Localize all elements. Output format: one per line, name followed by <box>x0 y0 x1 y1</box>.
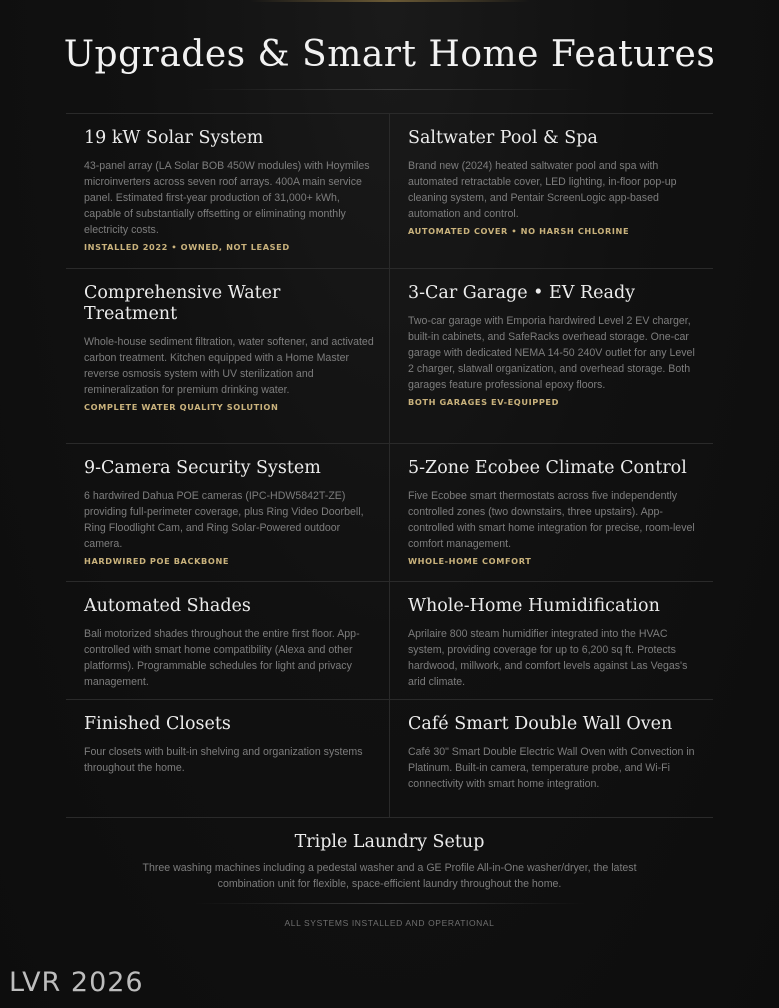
feature-row <box>66 581 713 699</box>
feature-description: Brand new (2024) heated saltwater pool and spa with automated retractable cover, LED lighting, in-floor pop-up cleaning system, and Pentair ScreenLogic app-based automation and control. <box>408 160 677 220</box>
feature-description: 43-panel array (LA Solar BOB 450W modules) with Hoymiles microinverters across seven roof arrays. 400A main service panel. Estimated first-year production of 31,000+ kWh, capable of substantially offsetting or eliminating monthly electricity costs. <box>84 160 370 236</box>
feature-title: Automated Shades <box>84 596 251 616</box>
feature-title: 9-Camera Security System <box>84 458 321 478</box>
feature-oven <box>389 700 713 817</box>
feature-title: Triple Laundry Setup <box>294 832 485 852</box>
feature-description: 6 hardwired Dahua POE cameras (IPC-HDW5842T-ZE) providing full-perimeter coverage, plus Ring Video Doorbell, Ring Floodlight Cam, and Ring Solar-Powered outdoor camera. <box>84 490 364 550</box>
feature-tag: WHOLE-HOME COMFORT <box>408 556 532 566</box>
feature-description: Four closets with built-in shelving and organization systems throughout the home. <box>84 746 363 774</box>
feature-closets <box>66 700 389 817</box>
feature-tag: COMPLETE WATER QUALITY SOLUTION <box>84 402 279 412</box>
feature-description: Bali motorized shades throughout the entire first floor. App-controlled with smart home compatibility (Alexa and other platforms). Programmable schedules for light and privacy management. <box>84 628 360 688</box>
feature-description: Three washing machines including a pedestal washer and a GE Profile All-in-One washer/dryer, the latest combination unit for flexible, space-efficient laundry throughout the home. <box>142 862 637 890</box>
feature-solar <box>66 114 389 268</box>
feature-title: 5-Zone Ecobee Climate Control <box>408 458 687 478</box>
feature-title: Whole-Home Humidification <box>408 596 660 616</box>
feature-tag: INSTALLED 2022 • OWNED, NOT LEASED <box>84 242 290 252</box>
feature-description: Two-car garage with Emporia hardwired Level 2 EV charger, built-in cabinets, and SafeRacks overhead storage. One-car garage with dedicated NEMA 14-50 240V outlet for any Level 2 charger, slatwall organization, and overhead storage. Both garages feature professional epoxy floors. <box>408 315 695 391</box>
feature-title: Finished Closets <box>84 714 231 734</box>
footer-divider <box>195 903 585 904</box>
feature-shades <box>66 582 389 699</box>
feature-row <box>66 443 713 581</box>
feature-climate <box>389 444 713 581</box>
feature-description: Café 30" Smart Double Electric Wall Oven with Convection in Platinum. Built-in camera, temperature probe, and Wi-Fi connectivity with smart home integration. <box>408 746 695 790</box>
feature-title: Café Smart Double Wall Oven <box>408 714 673 734</box>
features-grid <box>66 113 713 928</box>
feature-title: Comprehensive Water Treatment <box>84 283 281 324</box>
title-divider <box>195 89 585 90</box>
feature-tag: AUTOMATED COVER • NO HARSH CHLORINE <box>408 226 630 236</box>
feature-title: 3-Car Garage • EV Ready <box>408 283 636 303</box>
feature-pool <box>389 114 713 268</box>
feature-title: Saltwater Pool & Spa <box>408 128 598 148</box>
page-title: Upgrades & Smart Home Features <box>63 34 716 75</box>
feature-tag: HARDWIRED POE BACKBONE <box>84 556 230 566</box>
top-accent-line <box>250 0 530 2</box>
feature-row <box>66 113 713 268</box>
watermark-text: LVR 2026 <box>9 967 144 998</box>
feature-title: 19 kW Solar System <box>84 128 264 148</box>
feature-laundry <box>66 817 713 928</box>
feature-description: Five Ecobee smart thermostats across five independently controlled zones (two downstairs, three upstairs). App-controlled with smart home integration for precise, room-level comfort management. <box>408 490 695 550</box>
feature-garage <box>389 269 713 443</box>
feature-humidification <box>389 582 713 699</box>
footer-note: ALL SYSTEMS INSTALLED AND OPERATIONAL <box>284 918 495 928</box>
feature-row <box>66 699 713 817</box>
feature-row <box>66 268 713 443</box>
feature-description: Aprilaire 800 steam humidifier integrated into the HVAC system, providing coverage for up to 6,200 sq ft. Protects hardwood, millwork, and comfort levels against Las Vegas's arid climate. <box>408 628 688 688</box>
feature-water <box>66 269 389 443</box>
feature-security <box>66 444 389 581</box>
feature-description: Whole-house sediment filtration, water softener, and activated carbon treatment. Kitchen equipped with a Home Master reverse osmosis system with UV sterilization and remineralization for premium drinking water. <box>84 336 374 396</box>
feature-tag: BOTH GARAGES EV-EQUIPPED <box>408 397 560 407</box>
